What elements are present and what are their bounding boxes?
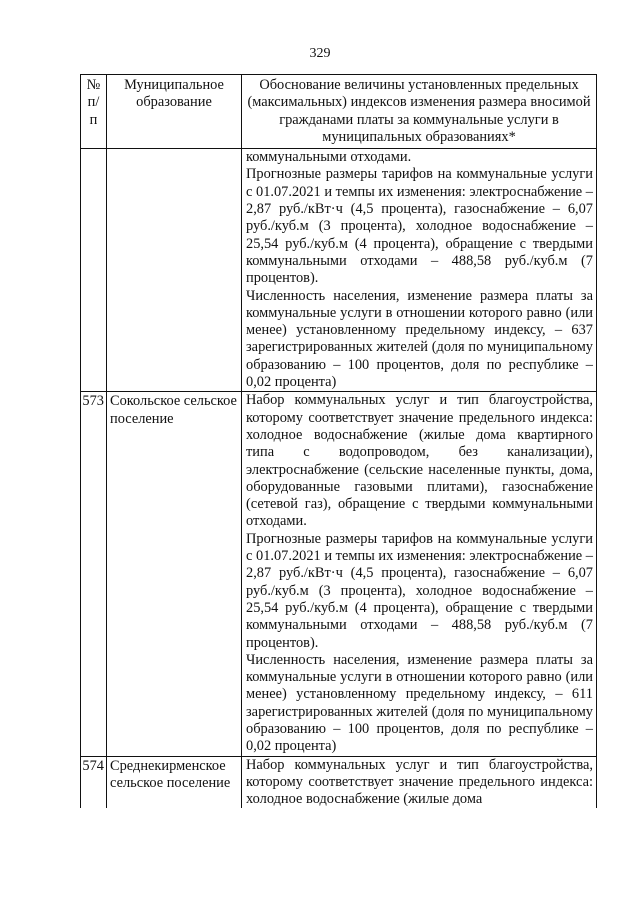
table-row xyxy=(81,756,597,808)
header-justification: Обоснование величины установленных предельных (максимальных) индексов изменения размера вносимой гражданами платы за коммунальные услуги в муниципальных образованиях* xyxy=(242,75,597,149)
paragraph: Набор коммунальных услуг и тип благоустройства, которому соответствует значение предельного индекса: холодное водоснабжение (жилые дома xyxy=(246,756,593,808)
header-num: № п/п xyxy=(81,75,107,149)
paragraph: Набор коммунальных услуг и тип благоустройства, которому соответствует значение предельного индекса: холодное водоснабжение (жилые дома квартирного типа с водопроводом, без канализации), электроснабжение (сельские населенные пункты, дома, оборудованные газовыми плитами), газоснабжение (сетевой газ), обращение с твердыми коммунальными отходами. xyxy=(246,392,593,530)
row-justification xyxy=(242,149,597,392)
table-header-row xyxy=(81,75,597,149)
header-municipality: Муниципальное образование xyxy=(107,75,242,149)
paragraph: Прогнозные размеры тарифов на коммунальные услуги с 01.07.2021 и темпы их изменения: электроснабжение – 2,87 руб./кВт·ч (4,5 процента), газоснабжение – 6,07 руб./куб.м (3 процента), холодное водоснабжение – 25,54 руб./куб.м (4 процента), обращение с твердыми коммунальными отходами – 488,58 руб./куб.м (7 процентов). xyxy=(246,530,593,651)
row-municipality: Сокольское сельское поселение xyxy=(107,392,242,756)
row-municipality xyxy=(107,149,242,392)
table-row xyxy=(81,149,597,392)
row-municipality: Среднекирменское сельское поселение xyxy=(107,756,242,808)
paragraph: коммунальными отходами. xyxy=(246,149,412,166)
row-num xyxy=(81,149,107,392)
paragraph: Численность населения, изменение размера платы за коммунальные услуги в отношении которого равно (или менее) установленному предельному индексу, – 611 зарегистрированных жителей (доля по муниципальному образованию – 100 процентов, доля по республике – 0,02 процента) xyxy=(246,651,593,755)
page-number: 329 xyxy=(309,46,331,61)
paragraph: Численность населения, изменение размера платы за коммунальные услуги в отношении которого равно (или менее) установленному предельному индексу, – 637 зарегистрированных жителей (доля по муниципальному образованию – 100 процентов, доля по республике – 0,02 процента) xyxy=(246,287,593,391)
table-row xyxy=(81,392,597,756)
row-justification xyxy=(242,392,597,756)
paragraph: Прогнозные размеры тарифов на коммунальные услуги с 01.07.2021 и темпы их изменения: электроснабжение – 2,87 руб./кВт·ч (4,5 процента), газоснабжение – 6,07 руб./куб.м (3 процента), холодное водоснабжение – 25,54 руб./куб.м (4 процента), обращение с твердыми коммунальными отходами – 488,58 руб./куб.м (7 процентов). xyxy=(246,166,593,287)
row-num: 574 xyxy=(81,756,107,808)
row-num: 573 xyxy=(81,392,107,756)
row-justification xyxy=(242,756,597,808)
tariff-table xyxy=(80,74,597,808)
